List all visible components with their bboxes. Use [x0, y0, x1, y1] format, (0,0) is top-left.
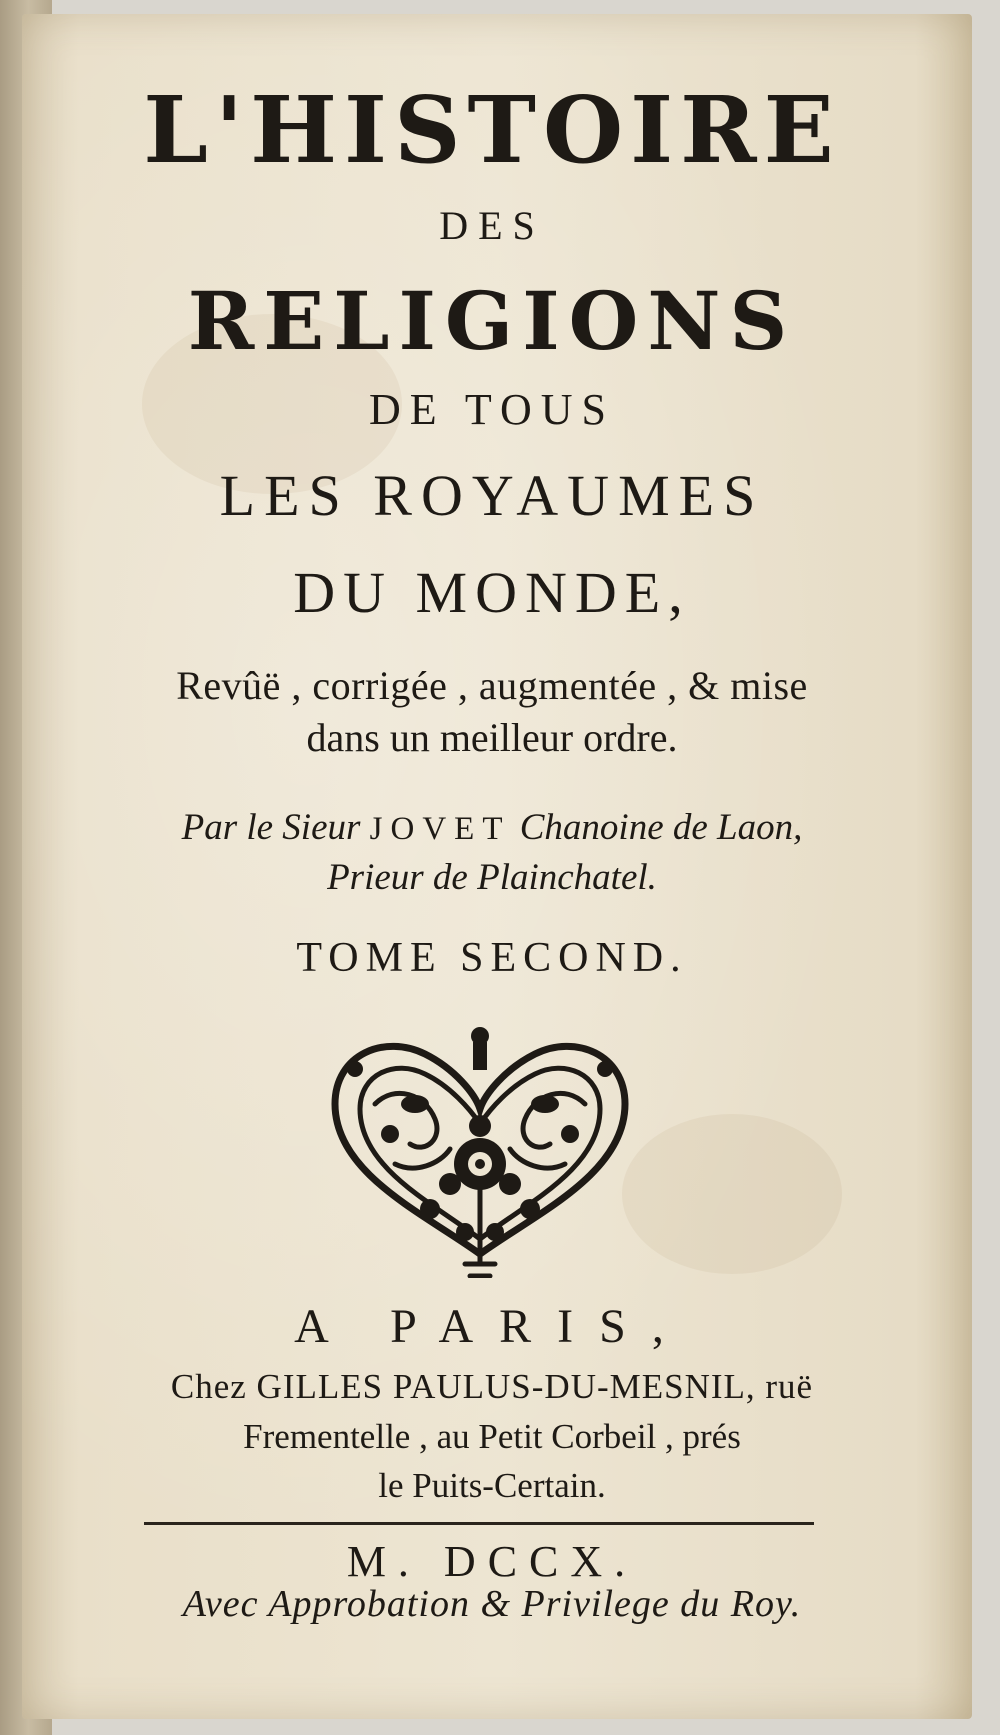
publisher-line1: Chez GILLES PAULUS-DU-MESNIL, ruë: [170, 1367, 814, 1406]
paper-stain: [622, 1114, 842, 1274]
author-prefix: Par le Sieur: [181, 807, 361, 848]
title-line-de-tous: DE TOUS: [369, 385, 615, 434]
title-page: [22, 14, 972, 1719]
title-line-royaumes: LES ROYAUMES: [219, 463, 765, 528]
publisher-line3: le Puits-Certain.: [378, 1466, 606, 1505]
divider-rule: [144, 1522, 814, 1525]
author-line: [52, 806, 932, 849]
privilege-note: Avec Approbation & Privilege du Roy.: [182, 1583, 802, 1625]
title-line-des: DES: [439, 203, 545, 248]
edition-note-line1: Revûë , corrigée , augmentée , & mise: [176, 663, 808, 708]
publisher-line2: Frementelle , au Petit Corbeil , prés: [243, 1417, 741, 1456]
floral-heart-ornament-icon: [315, 1014, 645, 1278]
title-line-histoire: L'HISTOIRE: [143, 76, 841, 184]
author-name: JOVET: [369, 811, 511, 847]
imprint-place: A PARIS,: [294, 1300, 690, 1353]
edition-note-line2: dans un meilleur ordre.: [306, 715, 678, 760]
title-line-religions: RELIGIONS: [187, 274, 797, 368]
imprint-year: M. DCCX.: [346, 1537, 638, 1586]
title-line-monde: DU MONDE,: [293, 560, 691, 625]
author-title-line: Prieur de Plainchatel.: [327, 857, 657, 898]
volume-label: TOME SECOND.: [296, 935, 688, 981]
author-suffix: Chanoine de Laon,: [519, 807, 803, 848]
